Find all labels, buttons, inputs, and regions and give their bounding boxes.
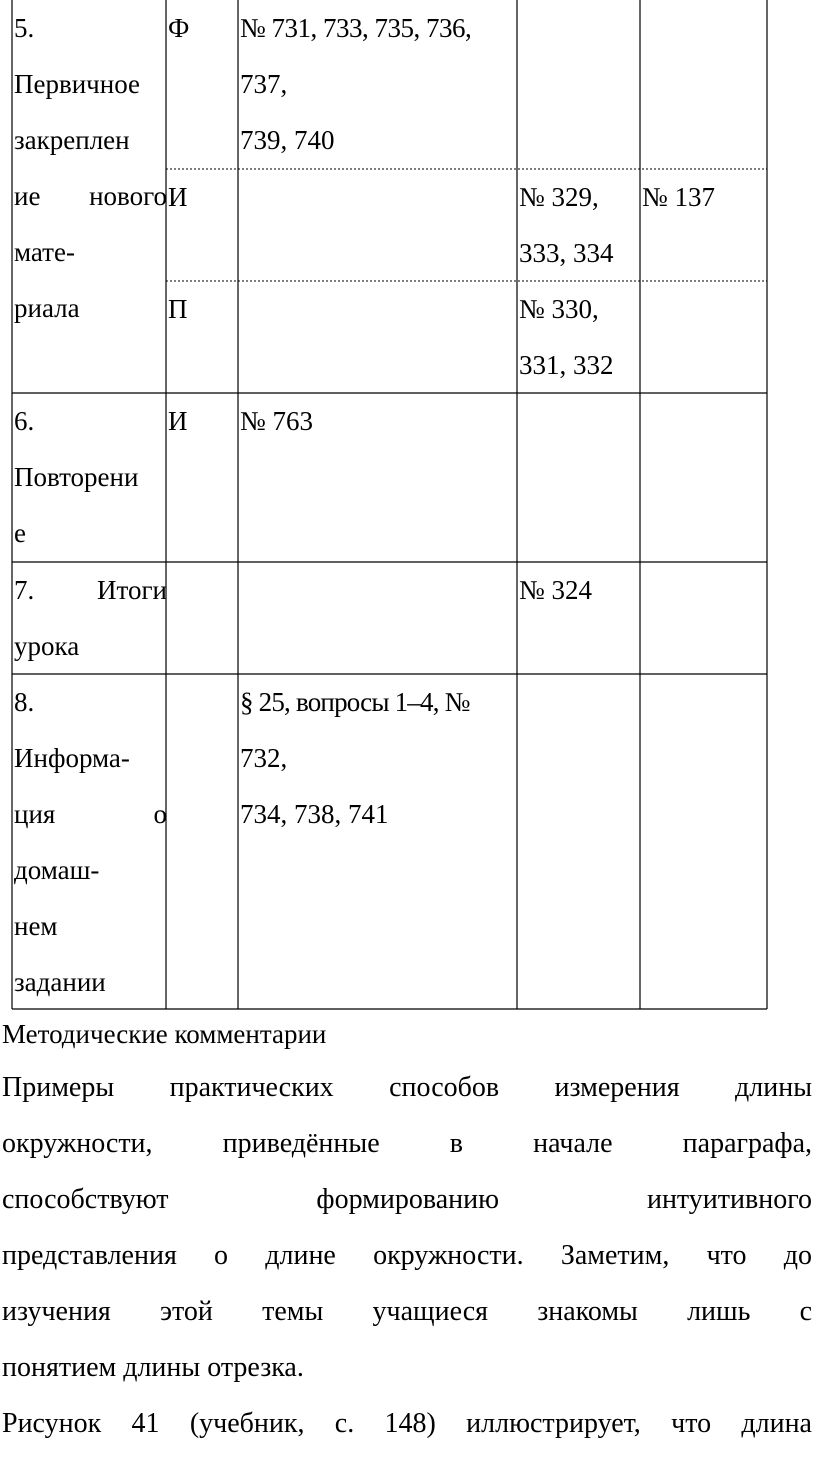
comments-paragraph-2 — [2, 1396, 812, 1452]
assignment-line: § 25, вопросы 1–4, № — [240, 687, 470, 717]
stage-line: 7. Итоги — [14, 575, 167, 605]
paragraph-line: изучения этой темы учащиеся знакомы лишь с — [2, 1296, 812, 1327]
col4-cell — [517, 562, 640, 618]
paragraph-line: окружности, приведённые в начале параграфа, — [2, 1128, 812, 1159]
stage-cell-5 — [12, 0, 167, 336]
stage-line: ие нового — [14, 181, 167, 211]
stage-cell-7 — [12, 562, 167, 674]
mode-cell — [166, 169, 238, 225]
stage-line: Повторени — [14, 462, 139, 492]
col4-line: № 330, — [519, 294, 599, 324]
stage-line: урока — [14, 631, 80, 661]
stage-cell-8 — [12, 674, 167, 1010]
paragraph-line: Примеры практических способов измерения длины — [2, 1072, 812, 1103]
stage-cell-6 — [12, 393, 167, 561]
mode-label: И — [168, 182, 188, 212]
mode-label: Ф — [168, 13, 190, 43]
mode-cell — [166, 281, 238, 337]
paragraph-line: Рисунок 41 (учебник, с. 148) иллюстрирует, что длина — [2, 1408, 812, 1439]
comments-heading-block — [2, 1012, 812, 1056]
assignment-line: № 763 — [240, 406, 314, 436]
assignment-line: 732, — [240, 743, 288, 773]
stage-line: 5. — [14, 13, 35, 43]
stage-line: 8. — [14, 687, 35, 717]
assignments-cell — [238, 0, 517, 168]
stage-line: закреплен — [14, 125, 130, 155]
paragraph-line: способствуют формированию интуитивного — [2, 1184, 812, 1215]
assignments-cell — [238, 393, 517, 449]
stage-line: 6. — [14, 406, 35, 436]
col5-cell — [640, 169, 767, 225]
col4-line: № 324 — [519, 575, 593, 605]
paragraph-line: понятием длины отрезка. — [2, 1352, 304, 1383]
mode-label: И — [168, 406, 188, 436]
assignments-cell — [238, 674, 517, 842]
mode-cell — [166, 0, 238, 56]
comments-heading: Методические комментарии — [2, 1019, 327, 1049]
col5-line: № 137 — [642, 182, 716, 212]
stage-line: е — [14, 518, 26, 548]
paragraph-line: представления о длине окружности. Заметим, что до — [2, 1240, 812, 1271]
stage-line: домаш- — [14, 855, 100, 885]
col4-line: № 329, — [519, 182, 599, 212]
stage-line: задании — [14, 967, 106, 997]
stage-line: ция о — [14, 799, 167, 829]
assignment-line: № 731, 733, 735, 736, — [240, 13, 472, 43]
col4-line: 333, 334 — [519, 238, 614, 268]
col4-cell — [517, 169, 640, 281]
stage-line: мате- — [14, 237, 75, 267]
stage-line: Первичное — [14, 69, 141, 99]
assignment-line: 739, 740 — [240, 125, 335, 155]
mode-cell — [166, 393, 238, 449]
col4-cell — [517, 281, 640, 393]
mode-label: П — [168, 294, 188, 324]
stage-line: риала — [14, 293, 80, 323]
assignment-line: 737, — [240, 69, 288, 99]
col4-line: 331, 332 — [519, 350, 614, 380]
comments-paragraph-1 — [2, 1060, 812, 1396]
stage-line: Информа- — [14, 743, 130, 773]
assignment-line: 734, 738, 741 — [240, 799, 389, 829]
stage-line: нем — [14, 911, 58, 941]
